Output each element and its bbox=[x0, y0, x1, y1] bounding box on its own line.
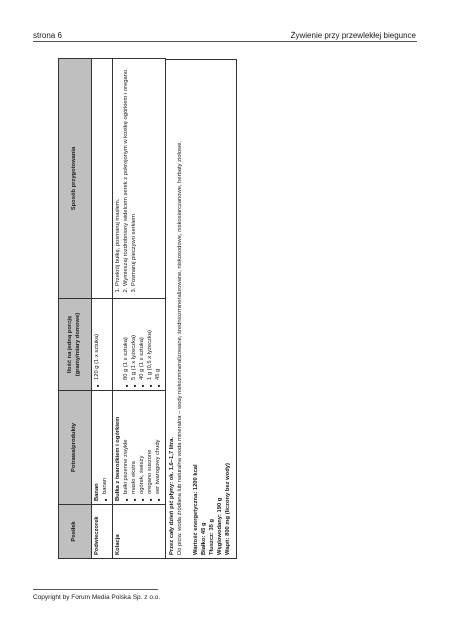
amount-cell bbox=[92, 299, 113, 391]
amount-list bbox=[123, 302, 163, 387]
meal-name: Kolacja bbox=[112, 505, 165, 559]
calcium-value: Wapń: 800 mg (liczony bez wody) bbox=[224, 463, 231, 555]
header-rule bbox=[33, 41, 417, 42]
meal-name: Podwieczorek bbox=[92, 505, 113, 559]
list-item: ■ ogórek, świeży bbox=[139, 394, 147, 501]
list-item: ■ 5 g (1 x łyżeczka) bbox=[131, 302, 139, 387]
list-item: ■ 120 g (1 x sztuka) bbox=[94, 302, 102, 387]
list-item: 3. Posmaruj pieczywo serkiem bbox=[131, 62, 139, 286]
column-header-preparation: Sposób przygotowania bbox=[59, 59, 92, 299]
dish-cell bbox=[92, 391, 113, 505]
page-number: strona 6 bbox=[33, 31, 62, 40]
carbs-value: Węglowodany: 190 g bbox=[216, 497, 223, 555]
amount-cell bbox=[112, 299, 165, 391]
energy-value: Wartość energetyczna: 1200 kcal bbox=[192, 464, 199, 555]
list-item: ■ 1 g (0,5 x łyżeczka) bbox=[147, 302, 155, 387]
nutrition-notes bbox=[166, 59, 237, 559]
fluids-text: Do picia: woda źródlana lub naturalna woda mineralna – wody niskozmineralizowane, średniozmineralizowane, niskosodowe, niskosiarczanowe, herbaty ziołowe. bbox=[176, 140, 183, 555]
fluids-title: Przez cały dzień pić płyny: ok. 1,6–1,7 litra. bbox=[168, 437, 175, 555]
list-item: 1. Przekrój bułkę, posmaruj masłem. bbox=[115, 62, 123, 286]
dish-name: Banan bbox=[94, 483, 100, 501]
dish-cell bbox=[112, 391, 165, 505]
protein-value: Białko: 45 g bbox=[200, 522, 207, 555]
list-item: ■ ser twarogowy chudy bbox=[155, 394, 163, 501]
preparation-cell bbox=[92, 59, 113, 299]
amount-list bbox=[94, 302, 102, 387]
preparation-cell bbox=[112, 59, 165, 299]
table-header-row bbox=[59, 59, 92, 559]
fat-value: Tłuszcz: 35 g bbox=[208, 518, 215, 555]
list-item: 2. Wymieszaj rozdrobniony widelcem serek z pokrojonym w kostkę ogórkiem i oregano. bbox=[123, 62, 131, 286]
list-item: ■ banan bbox=[102, 394, 110, 501]
meal-table bbox=[58, 58, 166, 559]
ingredient-list bbox=[102, 394, 110, 501]
table-row bbox=[92, 59, 113, 559]
running-title: Żywienie przy przewlekłej biegunce bbox=[290, 31, 416, 40]
ingredient-list bbox=[123, 394, 163, 501]
list-item: ■ 45 g bbox=[155, 302, 163, 387]
dish-name: Bułka z twarożkiem i ogórkiem bbox=[114, 416, 121, 501]
column-header-meal: Posiłek bbox=[59, 505, 92, 559]
list-item: ■ 40 g (1 x sztuka) bbox=[139, 302, 147, 387]
copyright-text: Copyright by Forum Media Polska Sp. z o.o. bbox=[33, 594, 161, 601]
list-item: ■ masło ekstra bbox=[131, 394, 139, 501]
column-header-amount: Ilość na jedną porcję (gramy/miary domowe) bbox=[59, 299, 92, 391]
table-row bbox=[112, 59, 165, 559]
list-item: ■ oregano suszone bbox=[147, 394, 155, 501]
list-item: ■ bułki pszenne zwykłe bbox=[123, 394, 131, 501]
rotated-meal-table bbox=[58, 59, 246, 559]
footer-rule bbox=[33, 589, 158, 590]
column-header-dish: Potrawa/produkty bbox=[59, 391, 92, 505]
list-item: ■ 80 g (1 x sztuka) bbox=[123, 302, 131, 387]
preparation-steps bbox=[115, 62, 139, 295]
